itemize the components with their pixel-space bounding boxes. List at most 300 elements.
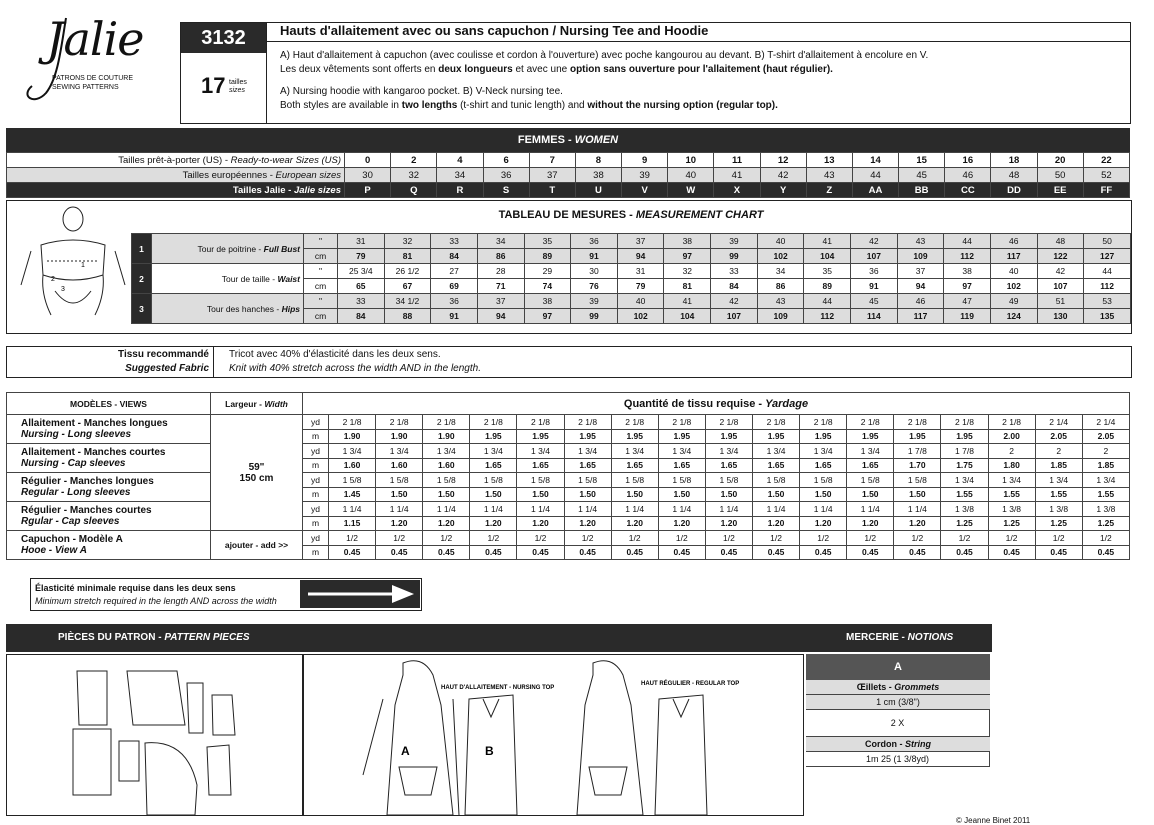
- yardage-cell: 1 1/4: [847, 502, 894, 517]
- yardage-cell: 2 1/8: [705, 415, 752, 430]
- yardage-cell: 1.50: [611, 487, 658, 502]
- size-section: [6, 128, 1130, 198]
- logo-subtitle: [52, 74, 133, 92]
- size-row-label: [7, 168, 345, 183]
- measure-cell: 44: [944, 234, 991, 249]
- measure-cell: 84: [338, 309, 385, 324]
- women-header: [6, 128, 1130, 152]
- sizes-label-en: sizes: [229, 87, 245, 94]
- yardage-cell: 1 5/8: [564, 473, 611, 488]
- yardage-cell: 1.55: [1035, 487, 1082, 502]
- sizes-label-fr: tailles: [229, 79, 247, 86]
- yardage-cell: 1.60: [329, 458, 376, 473]
- measure-cell: 94: [897, 279, 944, 294]
- yardage-cell: 1/2: [658, 531, 705, 546]
- yardage-cell: 1.20: [564, 516, 611, 531]
- yardage-cell: 1/2: [470, 531, 517, 546]
- view-label: [7, 444, 211, 473]
- measure-cell: 31: [338, 234, 385, 249]
- yardage-cell: 1/2: [564, 531, 611, 546]
- grommets-fr: Œillets -: [856, 682, 895, 692]
- yardage-cell: 2 1/8: [329, 415, 376, 430]
- yardage-cell: 2 1/8: [564, 415, 611, 430]
- measure-number: 3: [132, 294, 152, 324]
- measure-label: [152, 294, 304, 324]
- size-cell: Q: [391, 183, 437, 198]
- measure-cell: 89: [804, 279, 851, 294]
- size-cell: Z: [806, 183, 852, 198]
- measure-unit: ": [304, 264, 338, 279]
- size-cell: 36: [483, 168, 529, 183]
- yardage-cell: 1.95: [564, 429, 611, 444]
- size-cell: 52: [1083, 168, 1129, 183]
- measure-cell: 79: [617, 279, 664, 294]
- measure-cell: 97: [664, 249, 711, 264]
- yardage-cell: 1 7/8: [894, 444, 941, 459]
- size-cell: 46: [945, 168, 991, 183]
- measure-cell: 47: [944, 294, 991, 309]
- measure-cell: 46: [897, 294, 944, 309]
- size-cell: FF: [1083, 183, 1129, 198]
- yardage-cell: 1 5/8: [470, 473, 517, 488]
- yardage-cell: 1/2: [705, 531, 752, 546]
- view-label: [7, 415, 211, 444]
- size-row-rtw: [7, 153, 1130, 168]
- yardage-unit: m: [303, 516, 329, 531]
- yardage-cell: 0.45: [847, 545, 894, 560]
- yardage-cell: 1 1/4: [705, 502, 752, 517]
- string-fr: Cordon -: [865, 739, 905, 749]
- yardage-cell: 1 3/4: [847, 444, 894, 459]
- size-cell: 12: [760, 153, 806, 168]
- yardage-cell: 1 3/4: [752, 444, 799, 459]
- view-label-fr: Régulier - Manches longues: [21, 476, 154, 487]
- grommets-label: [806, 680, 990, 695]
- yardage-cell: 1.90: [423, 429, 470, 444]
- size-cell: 30: [345, 168, 391, 183]
- measure-label-fr: Tour de taille -: [221, 273, 278, 284]
- size-row-eu: [7, 168, 1130, 183]
- yardage-cell: 1.65: [564, 458, 611, 473]
- yardage-unit: m: [303, 458, 329, 473]
- size-label-fr: Tailles européennes -: [182, 169, 276, 181]
- pieces-header-fr: PIÈCES DU PATRON -: [58, 632, 165, 643]
- yardage-cell: 1.95: [517, 429, 564, 444]
- garment-sketch-icon: [303, 655, 803, 815]
- view-label-fr: Allaitement - Manches longues: [21, 418, 168, 429]
- yardage-cell: 1.55: [941, 487, 988, 502]
- size-label-en: European sizes: [275, 169, 341, 181]
- notions-header-fr: MERCERIE -: [846, 632, 908, 643]
- view-label-en: Hooe - View A: [21, 545, 87, 556]
- size-cell: W: [668, 183, 714, 198]
- yardage-cell: 2 1/8: [611, 415, 658, 430]
- yardage-cell: 1 3/4: [988, 473, 1035, 488]
- size-cell: 43: [806, 168, 852, 183]
- yardage-cell: 1.95: [752, 429, 799, 444]
- yardage-cell: 2: [1082, 444, 1129, 459]
- measure-cell: 36: [851, 264, 898, 279]
- yardage-cell: 1.50: [376, 487, 423, 502]
- yardage-cell: 2.05: [1082, 429, 1129, 444]
- view-label: [7, 531, 211, 560]
- size-cell: 6: [483, 153, 529, 168]
- measure-cell: 109: [897, 249, 944, 264]
- logo-script: Jalie: [46, 12, 144, 66]
- yardage-cell: 1 3/4: [705, 444, 752, 459]
- page-title: Hauts d'allaitement avec ou sans capuchon / Nursing Tee and Hoodie: [280, 23, 709, 38]
- measure-cell: 35: [804, 264, 851, 279]
- measure-cell: 51: [1037, 294, 1084, 309]
- yardage-cell: 1/2: [988, 531, 1035, 546]
- measurement-title: [131, 209, 1131, 221]
- measure-cell: 40: [757, 234, 804, 249]
- measure-cell: 104: [664, 309, 711, 324]
- yardage-cell: 1 1/4: [470, 502, 517, 517]
- measure-cell: 107: [711, 309, 758, 324]
- yardage-row: [7, 502, 1130, 517]
- title-divider: [266, 41, 1130, 42]
- yardage-unit: yd: [303, 531, 329, 546]
- yardage-cell: 1 3/4: [423, 444, 470, 459]
- yardage-cell: 1 3/4: [517, 444, 564, 459]
- yardage-header-fr: Quantité de tissu requise -: [623, 397, 766, 410]
- size-table: [6, 152, 1130, 198]
- measure-cell: 124: [990, 309, 1037, 324]
- view-label: [7, 473, 211, 502]
- view-label-en: Rgular - Cap sleeves: [21, 516, 120, 527]
- size-label-en: Jalie sizes: [293, 184, 341, 196]
- measure-cell: 71: [477, 279, 524, 294]
- yardage-cell: 1 1/4: [423, 502, 470, 517]
- nursing-top-label: HAUT D'ALLAITEMENT - NURSING TOP: [441, 685, 555, 691]
- yardage-cell: 1.90: [376, 429, 423, 444]
- view-label-fr: Régulier - Manches courtes: [21, 505, 152, 516]
- measurement-section: [6, 200, 1132, 334]
- measure-cell: 109: [757, 309, 804, 324]
- desc-en-2b: two lengths: [401, 100, 458, 111]
- yardage-cell: 1.95: [941, 429, 988, 444]
- yardage-cell: 2 1/8: [847, 415, 894, 430]
- measure-cell: 94: [617, 249, 664, 264]
- yardage-header-en: Yardage: [765, 397, 809, 410]
- measure-cell: 40: [617, 294, 664, 309]
- yardage-cell: 0.45: [564, 545, 611, 560]
- measure-cell: 130: [1037, 309, 1084, 324]
- measure-row: [132, 264, 1131, 279]
- yardage-cell: 1 5/8: [894, 473, 941, 488]
- measure-cell: 102: [990, 279, 1037, 294]
- size-cell: 13: [806, 153, 852, 168]
- yardage-cell: 1 5/8: [800, 473, 847, 488]
- size-cell: 14: [852, 153, 898, 168]
- fabric-width: [211, 415, 303, 531]
- yardage-cell: 1.65: [611, 458, 658, 473]
- size-row-jalie: [7, 183, 1130, 198]
- yardage-cell: 1.20: [894, 516, 941, 531]
- yardage-row: [7, 415, 1130, 430]
- measure-cell: 32: [664, 264, 711, 279]
- yardage-cell: 1.60: [376, 458, 423, 473]
- desc-en-2a: Both styles are available in: [280, 100, 402, 111]
- measure-cell: 43: [757, 294, 804, 309]
- yardage-cell: 1 5/8: [752, 473, 799, 488]
- yardage-cell: 1.50: [705, 487, 752, 502]
- yardage-cell: 1/2: [423, 531, 470, 546]
- grommet-size: 1 cm (3/8"): [806, 695, 990, 710]
- measure-cell: 39: [711, 234, 758, 249]
- yardage-cell: 1.15: [329, 516, 376, 531]
- yardage-cell: 2 1/8: [376, 415, 423, 430]
- yardage-cell: 1 5/8: [705, 473, 752, 488]
- size-cell: T: [529, 183, 575, 198]
- stretch-arrow-box: [300, 580, 420, 608]
- notions-view: A: [806, 654, 990, 680]
- size-cell: 39: [622, 168, 668, 183]
- measure-cell: 33: [431, 234, 478, 249]
- yardage-cell: 1.50: [423, 487, 470, 502]
- yardage-unit: yd: [303, 502, 329, 517]
- yardage-cell: 1 5/8: [517, 473, 564, 488]
- notions-header: [846, 632, 953, 643]
- yardage-cell: 1.95: [800, 429, 847, 444]
- yardage-row: [7, 444, 1130, 459]
- yardage-cell: 1.25: [988, 516, 1035, 531]
- arrow-right-icon: [300, 580, 420, 608]
- measure-cell: 36: [431, 294, 478, 309]
- measure-cell: 117: [990, 249, 1037, 264]
- measurement-title-en: MEASUREMENT CHART: [635, 209, 764, 221]
- yardage-cell: 2 1/8: [941, 415, 988, 430]
- measure-cell: 38: [524, 294, 571, 309]
- measure-cell: 81: [384, 249, 431, 264]
- yardage-cell: 1.85: [1035, 458, 1082, 473]
- size-cell: V: [622, 183, 668, 198]
- measure-cell: 50: [1084, 234, 1131, 249]
- yardage-cell: 1.95: [847, 429, 894, 444]
- yardage-cell: 1 5/8: [611, 473, 658, 488]
- yardage-cell: 1 3/4: [1035, 473, 1082, 488]
- size-cell: 22: [1083, 153, 1129, 168]
- yardage-cell: 1.65: [470, 458, 517, 473]
- size-cell: 41: [714, 168, 760, 183]
- measure-cell: 34: [757, 264, 804, 279]
- desc-fr-1: A) Haut d'allaitement à capuchon (avec coulisse et cordon à l'ouverture) avec poche kangourou au devant. B) T-shirt d'allaitement à encolure en V.: [280, 50, 929, 61]
- measure-cell: 37: [897, 264, 944, 279]
- measure-cell: 37: [617, 234, 664, 249]
- measure-label: [152, 234, 304, 264]
- measure-cell: 97: [524, 309, 571, 324]
- measure-cell: 107: [1037, 279, 1084, 294]
- pieces-header-bar: [6, 624, 992, 652]
- measure-cell: 40: [990, 264, 1037, 279]
- yardage-cell: 1 3/4: [800, 444, 847, 459]
- measure-cell: 67: [384, 279, 431, 294]
- fig-num-2: 2: [51, 276, 55, 283]
- yardage-cell: 1 1/4: [800, 502, 847, 517]
- sizes-count: 17: [201, 73, 226, 98]
- measurement-title-fr: TABLEAU DE MESURES -: [498, 209, 636, 221]
- yardage-cell: 1.50: [847, 487, 894, 502]
- grommets-en: Grommets: [894, 682, 940, 692]
- yardage-cell: 1.50: [752, 487, 799, 502]
- yardage-cell: 1.90: [329, 429, 376, 444]
- yardage-cell: 1.50: [894, 487, 941, 502]
- measure-row: [132, 294, 1131, 309]
- size-cell: 7: [529, 153, 575, 168]
- view-label-fr: Capuchon - Modèle A: [21, 534, 123, 545]
- measure-cell: 69: [431, 279, 478, 294]
- size-cell: EE: [1037, 183, 1083, 198]
- measure-cell: 34: [477, 234, 524, 249]
- yardage-cell: 1.95: [611, 429, 658, 444]
- yardage-cell: 1.55: [988, 487, 1035, 502]
- measure-cell: 99: [711, 249, 758, 264]
- grommet-qty: 2 X: [806, 710, 990, 737]
- yardage-cell: 1.20: [470, 516, 517, 531]
- size-cell: S: [483, 183, 529, 198]
- yardage-cell: 1 1/4: [752, 502, 799, 517]
- yardage-cell: 1 1/4: [894, 502, 941, 517]
- sizes-label: [229, 79, 247, 95]
- yardage-cell: 1.65: [658, 458, 705, 473]
- measure-cell: 43: [897, 234, 944, 249]
- yardage-unit: yd: [303, 444, 329, 459]
- yardage-cell: 1 3/4: [470, 444, 517, 459]
- measure-cell: 86: [477, 249, 524, 264]
- yardage-cell: 0.45: [423, 545, 470, 560]
- pattern-number: 3132: [181, 23, 266, 53]
- measure-label-fr: Tour de poitrine -: [197, 243, 264, 254]
- fabric-text-en: Knit with 40% stretch across the width AND in the length.: [229, 363, 481, 374]
- size-cell: 0: [345, 153, 391, 168]
- yardage-cell: 2 1/4: [1082, 415, 1129, 430]
- yardage-cell: 1 5/8: [376, 473, 423, 488]
- measure-cell: 89: [524, 249, 571, 264]
- measure-cell: 41: [664, 294, 711, 309]
- desc-fr-2: [280, 63, 833, 77]
- yardage-cell: 1 3/4: [611, 444, 658, 459]
- size-cell: P: [345, 183, 391, 198]
- yardage-cell: 2 1/8: [423, 415, 470, 430]
- fabric-text-fr: Tricot avec 40% d'élasticité dans les deux sens.: [229, 349, 441, 360]
- yardage-cell: 2.00: [988, 429, 1035, 444]
- size-cell: 11: [714, 153, 760, 168]
- measure-unit: cm: [304, 279, 338, 294]
- yardage-cell: 2 1/8: [658, 415, 705, 430]
- width-header: [211, 393, 303, 415]
- measure-cell: 97: [944, 279, 991, 294]
- measure-cell: 127: [1084, 249, 1131, 264]
- regular-top-label: HAUT RÉGULIER - REGULAR TOP: [641, 681, 740, 687]
- yardage-cell: 1.25: [1035, 516, 1082, 531]
- yardage-cell: 1.20: [423, 516, 470, 531]
- size-cell: 32: [391, 168, 437, 183]
- yardage-cell: 1.95: [894, 429, 941, 444]
- yardage-cell: 1.95: [658, 429, 705, 444]
- yardage-row: [7, 531, 1130, 546]
- yardage-cell: 1 3/8: [1082, 502, 1129, 517]
- measure-cell: 42: [711, 294, 758, 309]
- stretch-fr: Élasticité minimale requise dans les deux sens: [35, 583, 236, 593]
- pieces-header-en: PATTERN PIECES: [164, 632, 250, 643]
- yardage-cell: 1.55: [1082, 487, 1129, 502]
- yardage-cell: 1 3/4: [658, 444, 705, 459]
- fabric-label-fr: Tissu recommandé: [118, 349, 209, 360]
- yardage-cell: 1/2: [517, 531, 564, 546]
- yardage-cell: 1.60: [423, 458, 470, 473]
- size-cell: X: [714, 183, 760, 198]
- measure-cell: 112: [1084, 279, 1131, 294]
- size-label-fr: Tailles Jalie -: [232, 184, 294, 196]
- measure-cell: 41: [804, 234, 851, 249]
- measure-cell: 29: [524, 264, 571, 279]
- size-cell: 50: [1037, 168, 1083, 183]
- yardage-cell: 0.45: [1035, 545, 1082, 560]
- women-header-fr: FEMMES -: [517, 134, 575, 146]
- measure-cell: 91: [571, 249, 618, 264]
- measure-cell: 39: [571, 294, 618, 309]
- views-header: MODÈLES - VIEWS: [7, 393, 211, 415]
- measure-cell: 112: [804, 309, 851, 324]
- size-cell: BB: [899, 183, 945, 198]
- measure-cell: 112: [944, 249, 991, 264]
- yardage-cell: 2.05: [1035, 429, 1082, 444]
- fig-num-1: 1: [81, 262, 85, 269]
- measure-cell: 135: [1084, 309, 1131, 324]
- yardage-cell: 1 7/8: [941, 444, 988, 459]
- yardage-cell: 1 1/4: [517, 502, 564, 517]
- yardage-cell: 1/2: [611, 531, 658, 546]
- measure-row: [132, 234, 1131, 249]
- size-cell: 15: [899, 153, 945, 168]
- measure-cell: 30: [571, 264, 618, 279]
- yardage-cell: 0.45: [376, 545, 423, 560]
- measure-cell: 65: [338, 279, 385, 294]
- yardage-cell: 1 3/8: [941, 502, 988, 517]
- yardage-cell: 2 1/8: [800, 415, 847, 430]
- measure-cell: 31: [617, 264, 664, 279]
- yardage-cell: 1.20: [517, 516, 564, 531]
- garment-drawings: [302, 654, 804, 816]
- measure-cell: 107: [851, 249, 898, 264]
- measure-cell: 44: [1084, 264, 1131, 279]
- view-b-label: B: [485, 744, 494, 758]
- measure-cell: 86: [757, 279, 804, 294]
- size-cell: 34: [437, 168, 483, 183]
- view-a-label: A: [401, 744, 410, 758]
- yardage-cell: 1.20: [658, 516, 705, 531]
- yardage-cell: 1 3/4: [941, 473, 988, 488]
- yardage-unit: m: [303, 429, 329, 444]
- logo-sub1: PATRONS DE COUTURE: [52, 75, 134, 82]
- size-cell: Y: [760, 183, 806, 198]
- measure-number: 2: [132, 264, 152, 294]
- size-cell: 37: [529, 168, 575, 183]
- measure-cell: 104: [804, 249, 851, 264]
- yardage-unit: m: [303, 487, 329, 502]
- measure-cell: 53: [1084, 294, 1131, 309]
- size-cell: 2: [391, 153, 437, 168]
- measure-label-fr: Tour des hanches -: [206, 303, 282, 314]
- desc-en-2d: without the nursing option (regular top).: [587, 100, 778, 111]
- yardage-cell: 1/2: [376, 531, 423, 546]
- measure-cell: 81: [664, 279, 711, 294]
- measure-cell: 32: [384, 234, 431, 249]
- size-row-label: [7, 183, 345, 198]
- string-en: String: [905, 739, 931, 749]
- size-cell: 4: [437, 153, 483, 168]
